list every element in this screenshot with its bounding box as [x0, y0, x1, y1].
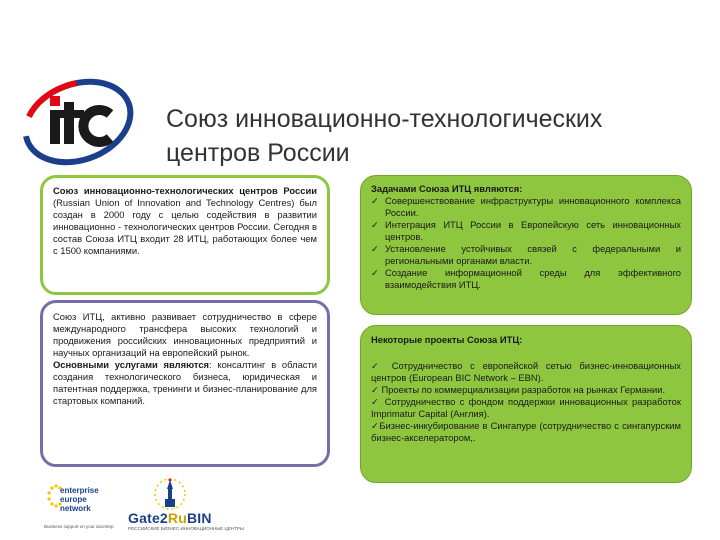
goal-text: Установление устойчивых связей с федеральными и региональными органами власти. — [385, 243, 681, 266]
check-icon: ✓ — [371, 195, 379, 206]
about-panel — [40, 175, 330, 295]
about-text — [53, 185, 317, 257]
list-item: ✓ Проекты по коммерциализации разработок на рынках Германии. — [371, 384, 666, 395]
check-icon: ✓ — [371, 219, 379, 230]
een-line: europe — [60, 495, 87, 504]
list-item: ✓ Сотрудничество с фондом поддержки инновационных разработок Imprimatur Capital (Англия). — [371, 396, 681, 419]
services-text — [53, 359, 317, 407]
goals-panel — [360, 175, 692, 315]
een-wordmark — [60, 486, 99, 513]
g2r-accent: Ru — [167, 510, 187, 526]
goal-text: Интеграция ИТЦ России в Европейскую сеть инновационных центров. — [385, 219, 681, 242]
goals-list — [371, 195, 681, 291]
list-item — [371, 243, 681, 267]
g2r-main: Gate2 — [128, 510, 168, 526]
goal-text: Совершенствование инфраструктуры инновационного комплекса России. — [385, 195, 681, 218]
list-item: ✓ Сотрудничество с европейской сетью бизнес-инновационных центров (European BIC Network – EBN). — [371, 360, 681, 383]
projects-list — [371, 360, 681, 444]
een-line: enterprise — [60, 486, 99, 495]
gate2rubin-wordmark — [128, 510, 212, 526]
services-text-bold: Основными услугами являются — [53, 359, 210, 370]
list-item — [371, 267, 681, 291]
check-icon: ✓ — [371, 243, 379, 254]
gate2rubin-tagline: РОССИЙСКИЕ БИЗНЕС-ИННОВАЦИОННЫЕ ЦЕНТРЫ — [128, 526, 244, 531]
title-line-2: центров России — [166, 139, 350, 167]
g2r-end: BIN — [186, 510, 212, 526]
about-text-bold: Союз инновационно-технологических центров России — [53, 185, 317, 196]
goal-text: Создание информационной среды для эффективного взаимодействия ИТЦ. — [385, 267, 681, 290]
check-icon: ✓ — [371, 267, 379, 278]
goals-heading: Задачами Союза ИТЦ являются: — [371, 183, 523, 194]
cooperation-text: Союз ИТЦ, активно развивает сотрудничество в сфере международного трансфера высоких технологий и продвижения российских инновационных предприятий и научных организаций на европейский рынок. — [53, 311, 317, 358]
title-line-1: Союз инновационно-технологических — [166, 105, 603, 133]
projects-heading: Некоторые проекты Союза ИТЦ: — [371, 334, 523, 345]
about-text-rest: (Russian Union of Innovation and Technology Centres) был создан в 2000 году с целью содействия в развитии инновационно - технологических центров России. Сегодня в состав Союза ИТЦ входит 28 ИТЦ, работающих более чем с 1500 компаниями. — [53, 197, 317, 256]
list-item — [371, 195, 681, 219]
services-panel — [40, 300, 330, 467]
services-text-rest: : консалтинг в области создания технологического бизнеса, юридическая и патентная поддержка, тренинги и бизнес-планирование для стартовых компаний. — [53, 359, 317, 406]
list-item — [371, 219, 681, 243]
page-title — [166, 102, 706, 170]
kremlin-tower-icon — [152, 477, 188, 511]
list-item: ✓Бизнес-инкубирование в Сингапуре (сотрудничество с сингапурским бизнес-акселератором,. — [371, 420, 681, 443]
een-line: network — [60, 504, 91, 513]
een-tagline: Business support on your doorstep — [44, 524, 114, 529]
itc-logo — [20, 76, 138, 168]
projects-panel — [360, 325, 692, 483]
